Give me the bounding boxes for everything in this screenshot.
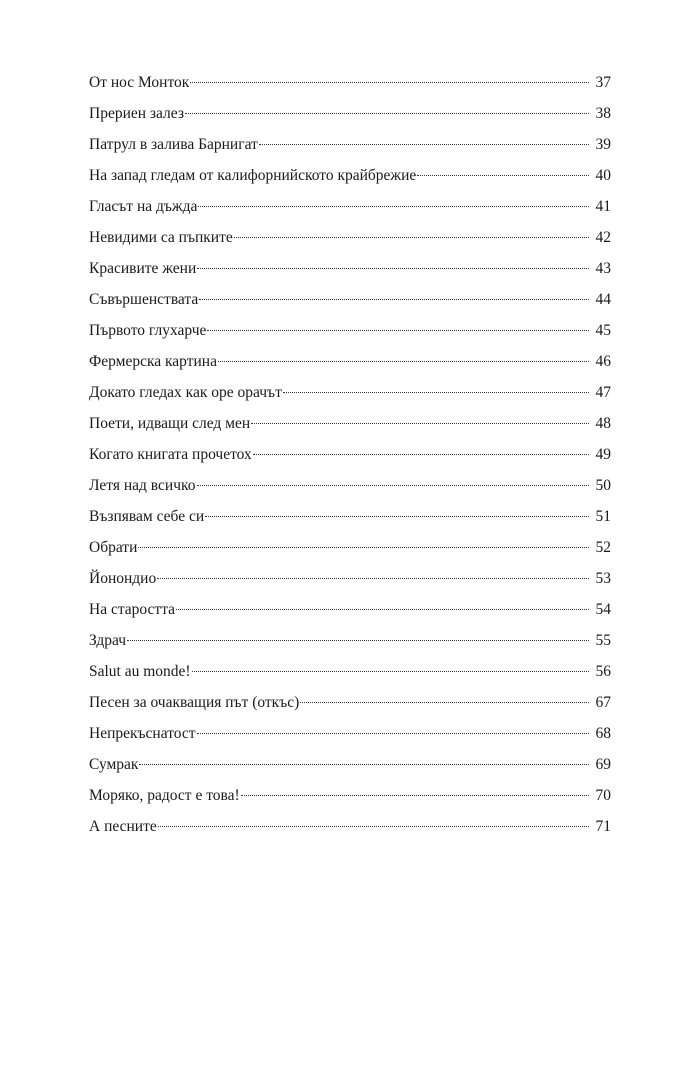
dot-leader — [197, 733, 589, 734]
toc-entry-title: Патрул в залива Барнигат — [89, 136, 258, 153]
toc-entry-page: 67 — [595, 694, 611, 711]
dot-leader — [199, 299, 589, 300]
toc-entry-title: А песните — [89, 818, 157, 835]
toc-entry-title: Salut au monde! — [89, 663, 191, 680]
dot-leader — [207, 330, 589, 331]
toc-entry[interactable] — [89, 537, 611, 568]
toc-entry-page: 46 — [595, 353, 611, 370]
toc-entry[interactable] — [89, 816, 611, 847]
toc-entry-title: Летя над всичко — [89, 477, 196, 494]
dot-leader — [158, 826, 589, 827]
dot-leader — [198, 206, 589, 207]
toc-entry[interactable] — [89, 320, 611, 351]
toc-entry[interactable] — [89, 661, 611, 692]
dot-leader — [259, 144, 589, 145]
dot-leader — [300, 702, 589, 703]
toc-entry-title: Когато книгата прочетох — [89, 446, 252, 463]
dot-leader — [176, 609, 589, 610]
toc-entry-title: Красивите жени — [89, 260, 197, 277]
toc-entry[interactable] — [89, 72, 611, 103]
toc-entry-title: Сумрак — [89, 756, 139, 773]
toc-entry[interactable] — [89, 568, 611, 599]
dot-leader — [127, 640, 589, 641]
toc-entry-title: Съвършенствата — [89, 291, 199, 308]
toc-entry-title: Невидими са пъпките — [89, 229, 233, 246]
toc-entry-page: 51 — [595, 508, 611, 525]
dot-leader — [253, 454, 589, 455]
toc-entry-title: Песен за очакващия път (откъс) — [89, 694, 300, 711]
dot-leader — [218, 361, 589, 362]
toc-entry-page: 48 — [595, 415, 611, 432]
dot-leader — [251, 423, 589, 424]
toc-entry[interactable] — [89, 351, 611, 382]
table-of-contents — [89, 72, 611, 847]
toc-entry-title: Поети, идващи след мен — [89, 415, 251, 432]
toc-entry-page: 55 — [595, 632, 611, 649]
toc-entry-title: Фермерска картина — [89, 353, 217, 370]
toc-entry-title: Йонондио — [89, 570, 157, 587]
toc-entry[interactable] — [89, 785, 611, 816]
toc-entry[interactable] — [89, 599, 611, 630]
toc-entry[interactable] — [89, 754, 611, 785]
toc-entry-page: 53 — [595, 570, 611, 587]
toc-entry[interactable] — [89, 723, 611, 754]
toc-entry[interactable] — [89, 103, 611, 134]
dot-leader — [417, 175, 589, 176]
toc-entry-title: Моряко, радост е това! — [89, 787, 240, 804]
toc-entry-title: Обрати — [89, 539, 138, 556]
dot-leader — [185, 113, 589, 114]
toc-entry-page: 50 — [595, 477, 611, 494]
toc-entry[interactable] — [89, 134, 611, 165]
dot-leader — [283, 392, 589, 393]
dot-leader — [157, 578, 589, 579]
toc-entry-page: 37 — [595, 74, 611, 91]
dot-leader — [197, 485, 590, 486]
dot-leader — [139, 764, 589, 765]
toc-entry[interactable] — [89, 692, 611, 723]
toc-entry-title: От нос Монток — [89, 74, 190, 91]
toc-entry[interactable] — [89, 475, 611, 506]
toc-entry-page: 39 — [595, 136, 611, 153]
toc-entry[interactable] — [89, 413, 611, 444]
toc-entry[interactable] — [89, 258, 611, 289]
toc-entry-page: 52 — [595, 539, 611, 556]
toc-entry-title: Непрекъснатост — [89, 725, 196, 742]
toc-entry-page: 70 — [595, 787, 611, 804]
toc-entry-title: Възпявам себе си — [89, 508, 205, 525]
toc-entry-title: Докато гледах как оре орачът — [89, 384, 282, 401]
toc-entry[interactable] — [89, 227, 611, 258]
dot-leader — [197, 268, 589, 269]
toc-entry[interactable] — [89, 196, 611, 227]
toc-entry[interactable] — [89, 289, 611, 320]
toc-entry-page: 38 — [595, 105, 611, 122]
dot-leader — [234, 237, 589, 238]
toc-entry-title: Прериен залез — [89, 105, 184, 122]
toc-entry-page: 44 — [595, 291, 611, 308]
toc-entry[interactable] — [89, 630, 611, 661]
toc-entry-page: 68 — [595, 725, 611, 742]
toc-entry[interactable] — [89, 382, 611, 413]
dot-leader — [190, 82, 589, 83]
toc-entry-title: Първото глухарче — [89, 322, 207, 339]
toc-entry-page: 43 — [595, 260, 611, 277]
toc-entry-page: 71 — [595, 818, 611, 835]
toc-entry[interactable] — [89, 506, 611, 537]
toc-entry-title: На запад гледам от калифорнийското крайбрежие — [89, 167, 417, 184]
toc-entry-page: 47 — [595, 384, 611, 401]
toc-entry[interactable] — [89, 165, 611, 196]
toc-entry-page: 49 — [595, 446, 611, 463]
toc-entry-page: 40 — [595, 167, 611, 184]
toc-entry-page: 42 — [595, 229, 611, 246]
toc-entry-page: 54 — [595, 601, 611, 618]
dot-leader — [192, 671, 589, 672]
dot-leader — [138, 547, 589, 548]
toc-entry[interactable] — [89, 444, 611, 475]
toc-entry-page: 41 — [595, 198, 611, 215]
toc-entry-page: 56 — [595, 663, 611, 680]
toc-entry-title: Здрач — [89, 632, 127, 649]
dot-leader — [205, 516, 589, 517]
toc-entry-page: 69 — [595, 756, 611, 773]
toc-entry-title: Гласът на дъжда — [89, 198, 198, 215]
dot-leader — [241, 795, 589, 796]
toc-entry-page: 45 — [595, 322, 611, 339]
toc-entry-title: На старостта — [89, 601, 176, 618]
